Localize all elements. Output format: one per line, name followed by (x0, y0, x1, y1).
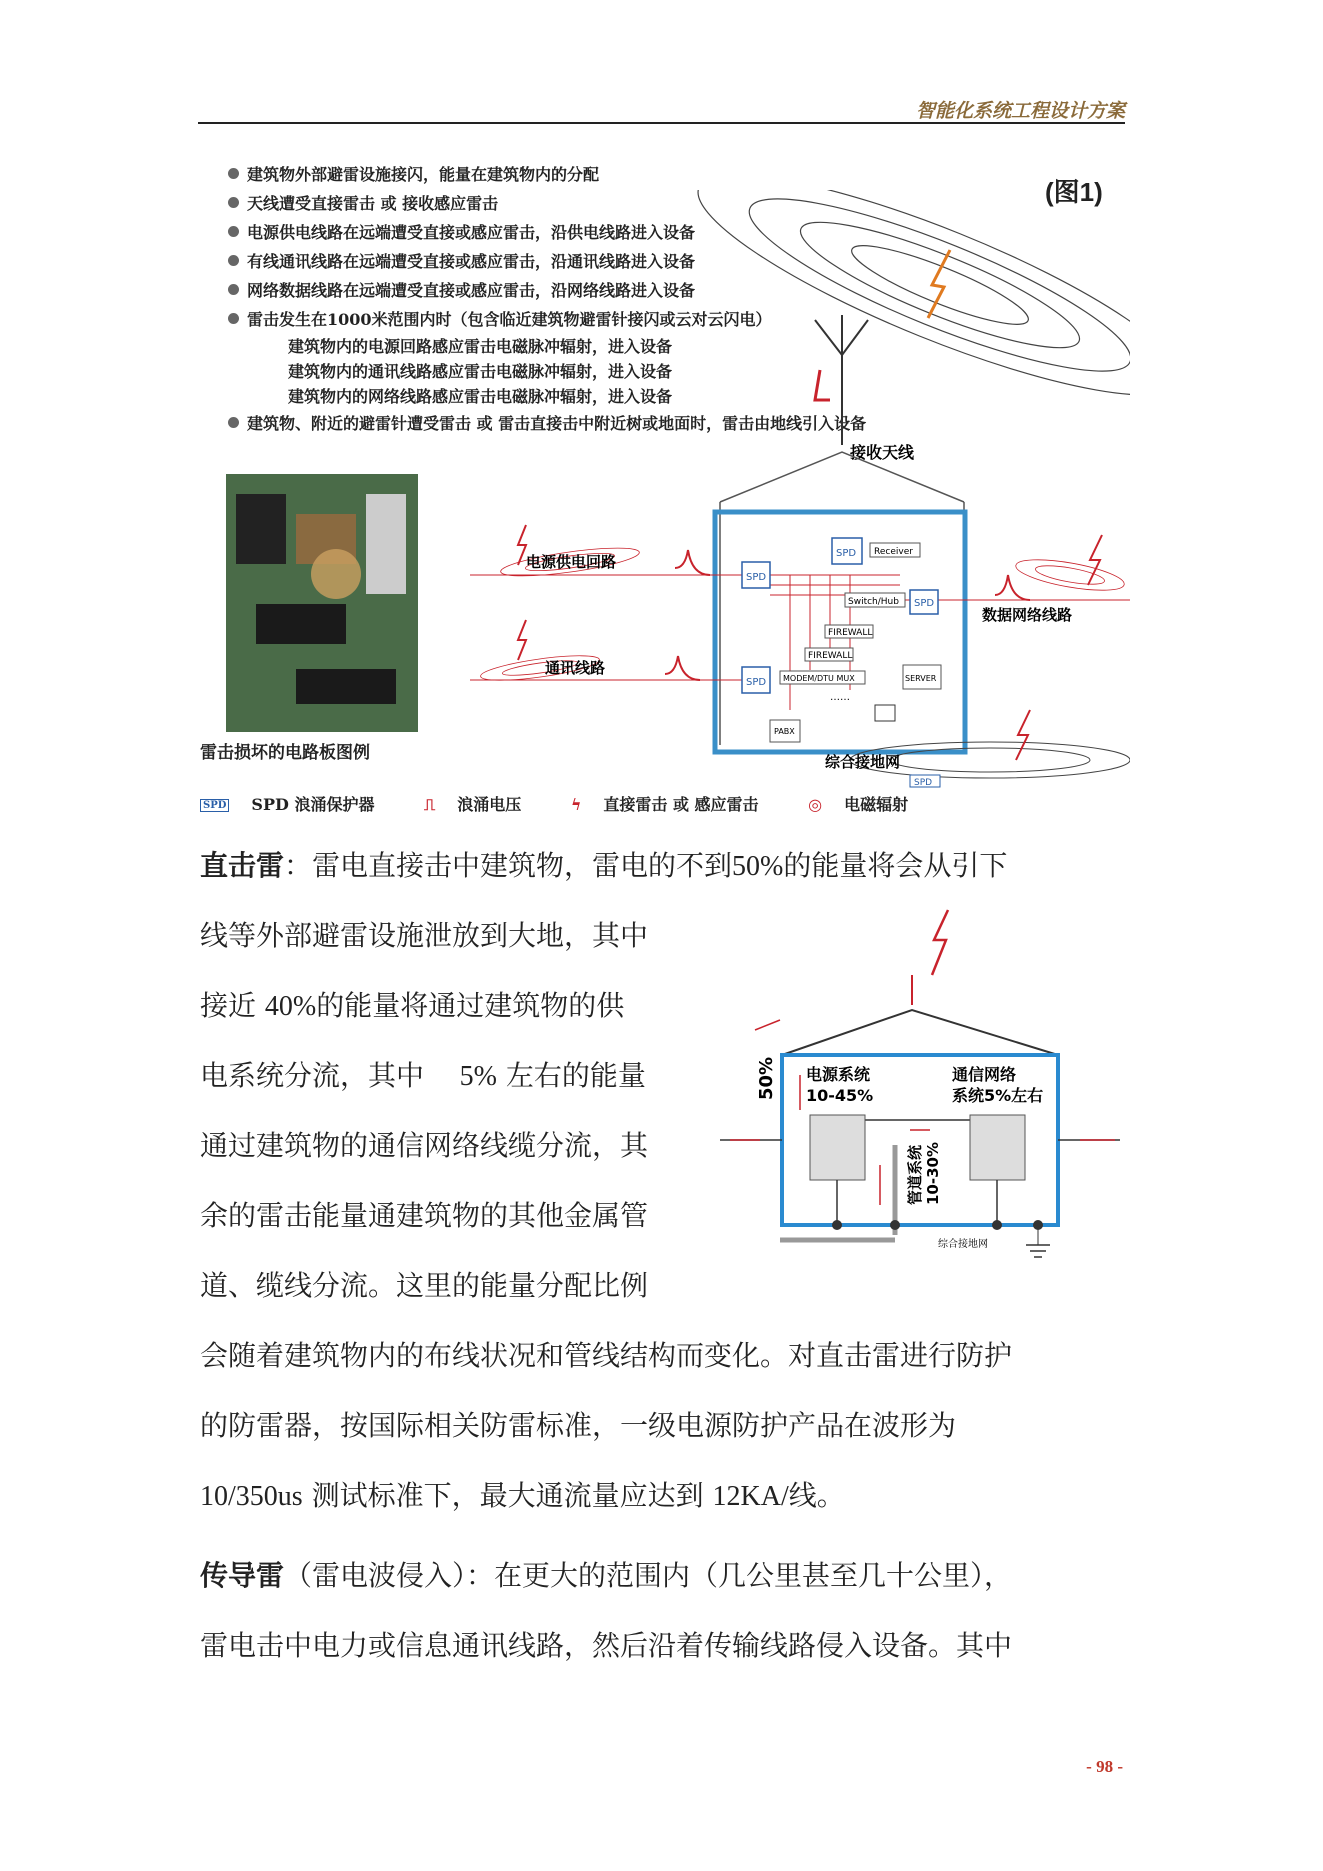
lightning-bolt-icon (932, 910, 948, 975)
lightning-bolt-icon (518, 525, 526, 565)
body-line: 的防雷器，按国际相关防雷标准，一级电源防护产品在波形为 (200, 1409, 957, 1442)
lightning-bolt-icon (518, 620, 526, 660)
bullet-item: 天线遭受直接雷击 或 接收感应雷击 (228, 189, 1028, 218)
legend-surge: ⎍ 浪涌电压 (424, 795, 522, 814)
comm-system-box (970, 1115, 1025, 1180)
legend-em: ◎ 电磁辐射 (808, 795, 909, 814)
firewall-label: FIREWALL (808, 651, 853, 661)
bullet-dot-icon (228, 226, 239, 237)
surge-wave-icon: ⎍ (424, 795, 436, 814)
body-line: 通过建筑物的通信网络线缆分流，其 (200, 1129, 649, 1162)
figure1-label: (图1) (1045, 177, 1103, 207)
body-line: 直击雷：雷电直接击中建筑物，雷电的不到50%的能量将会从引下 (200, 849, 1008, 882)
bullet-dot-icon (228, 168, 239, 179)
body-line: 接近 40%的能量将通过建筑物的供 (200, 989, 625, 1022)
lightning-bolt-icon (928, 250, 950, 318)
term-conducted-lightning: 传导雷 (200, 1559, 285, 1592)
lightning-bolt-icon (1088, 535, 1102, 585)
antenna-icon (815, 315, 868, 445)
label-comm-pct: 系统5%左右 (952, 1086, 1044, 1105)
label-comm-line: 通讯线路 (545, 659, 606, 677)
bullet-dot-icon (228, 313, 239, 324)
figure2-diagram (720, 905, 1130, 1275)
page-number: - 98 - (1086, 1757, 1123, 1776)
header-rule (198, 122, 1125, 124)
switch-label: Switch/Hub (848, 597, 899, 607)
ground-symbol-icon (1026, 1245, 1050, 1257)
body-line: 余的雷击能量通建筑物的其他金属管 (200, 1199, 649, 1232)
body-line: 传导雷（雷电波侵入）：在更大的范围内（几公里甚至几十公里）， (200, 1559, 1013, 1592)
label-antenna: 接收天线 (850, 443, 915, 462)
label-ground: 综合接地网 (825, 753, 901, 771)
label-power-line: 电源供电回路 (526, 553, 617, 571)
label-pipe-system: 管道系统 (906, 1144, 924, 1205)
legend-spd: SPD SPD 浪涌保护器 (200, 795, 396, 814)
photo-caption: 雷击损坏的电路板图例 (200, 743, 370, 763)
computer-icon (875, 705, 895, 721)
legend-lightning: ϟ 直接雷击 或 感应雷击 (570, 795, 759, 814)
bullet-dot-icon (228, 197, 239, 208)
em-radiation-icon (678, 190, 1130, 433)
em-radiation-icon (1014, 554, 1126, 597)
surge-wave-icon (995, 575, 1030, 600)
power-system-box (810, 1115, 865, 1180)
body-line: 线等外部避雷设施泄放到大地，其中 (200, 919, 649, 952)
circuit-board-photo (226, 474, 418, 732)
body-line: 道、缆线分流。这里的能量分配比例 (200, 1269, 649, 1302)
label-pct50: 50% (756, 1056, 777, 1100)
header-title: 智能化系统工程设计方案 (915, 100, 1125, 122)
label-comm-system: 通信网络 (952, 1065, 1017, 1084)
sub-item: 建筑物内的电源回路感应雷击电磁脉冲辐射，进入设备 (288, 337, 673, 356)
lightning-bolt-icon (1016, 710, 1030, 760)
bullet-item: 有线通讯线路在远端遭受直接或感应雷击，沿通讯线路进入设备 (228, 247, 1028, 276)
spd-label: SPD (836, 548, 857, 559)
figure1-diagram (470, 190, 1130, 790)
label-power-system: 电源系统 (806, 1065, 871, 1084)
figure1-legend (200, 792, 952, 815)
bullet-item: 雷击发生在1000米范围内时（包含临近建筑物避雷针接闪或云对云闪电） (228, 305, 1028, 334)
em-radiation-icon: ◎ (808, 795, 823, 814)
spd-label: SPD (914, 778, 933, 788)
bullet-item: 网络数据线路在远端遭受直接或感应雷击，沿网络线路进入设备 (228, 276, 1028, 305)
bullet-item: 建筑物、附近的避雷针遭受雷击 或 雷击直接击中附近树或地面时，雷击由地线引入设备 (228, 409, 1028, 438)
lightning-bolt-icon: ϟ (570, 795, 582, 814)
spd-label: SPD (914, 598, 935, 609)
sub-item: 建筑物内的通讯线路感应雷击电磁脉冲辐射，进入设备 (288, 362, 673, 381)
label-pipe-pct: 10-30% (924, 1141, 942, 1205)
spd-label: SPD (746, 677, 767, 688)
body-line: 10/350us 测试标准下，最大通流量应达到 12KA/线。 (200, 1479, 845, 1512)
label-data-line: 数据网络线路 (982, 606, 1073, 624)
spd-icon: SPD (200, 799, 229, 812)
bullet-item: 建筑物外部避雷设施接闪，能量在建筑物内的分配 (228, 160, 1028, 189)
modem-label: MODEM/DTU MUX (783, 674, 855, 683)
bullet-dot-icon (228, 255, 239, 266)
bullet-item: 电源供电线路在远端遭受直接或感应雷击，沿供电线路进入设备 (228, 218, 1028, 247)
spd-label: SPD (746, 572, 767, 583)
term-direct-lightning: 直击雷 (200, 849, 285, 882)
label-power-pct: 10-45% (806, 1086, 874, 1105)
surge-wave-icon (675, 550, 710, 575)
body-line: 电系统分流，其中 5% 左右的能量 (200, 1059, 646, 1092)
dots-label: …… (830, 692, 850, 703)
house-roof (782, 1010, 1058, 1055)
body-line: 会随着建筑物内的布线状况和管线结构而变化。对直击雷进行防护 (200, 1339, 1013, 1372)
pabx-label: PABX (774, 727, 795, 736)
firewall-label: FIREWALL (828, 628, 873, 638)
receiver-label: Receiver (874, 547, 913, 557)
server-label: SERVER (905, 674, 937, 683)
surge-wave-icon (665, 656, 700, 680)
sub-item: 建筑物内的网络线路感应雷击电磁脉冲辐射，进入设备 (288, 387, 673, 406)
bullet-dot-icon (228, 417, 239, 428)
label-ground: 综合接地网 (938, 1239, 988, 1250)
bullet-dot-icon (228, 284, 239, 295)
body-line: 雷电击中电力或信息通讯线路，然后沿着传输线路侵入设备。其中 (200, 1629, 1013, 1662)
